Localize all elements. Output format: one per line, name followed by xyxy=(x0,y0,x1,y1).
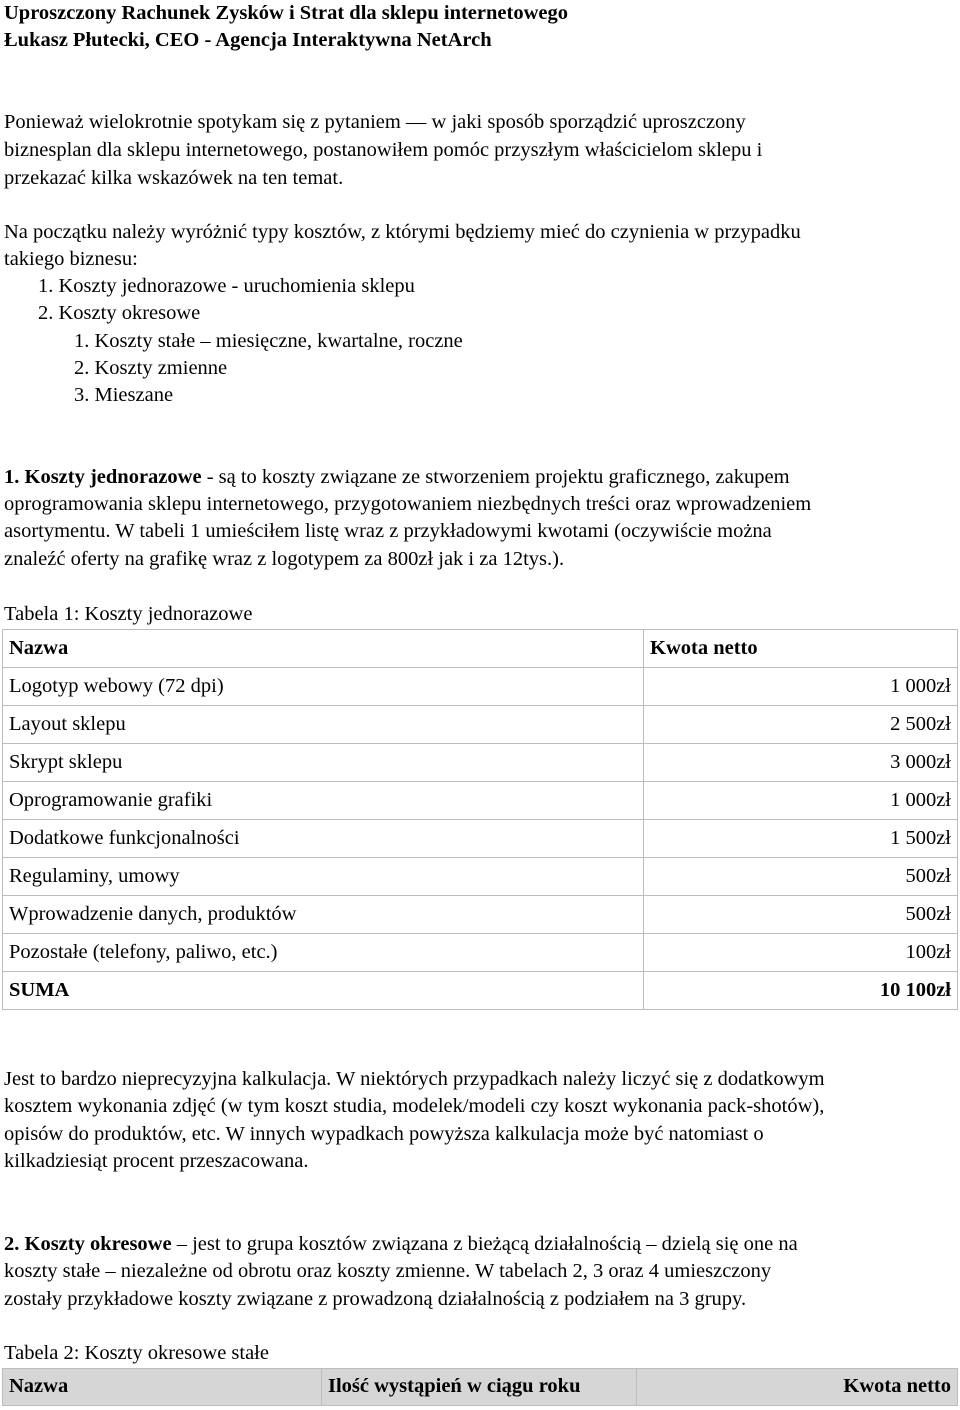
table-row xyxy=(3,706,958,744)
doc-title: Uproszczony Rachunek Zysków i Strat dla sklepu internetowego xyxy=(4,2,568,24)
table1-header-amount: Kwota netto xyxy=(644,630,958,668)
list-item-2: 2. Koszty okresowe xyxy=(38,302,201,324)
table-row xyxy=(3,934,958,972)
table1-sum-amount: 10 100zł xyxy=(644,972,958,1010)
table-cell-name: Pozostałe (telefony, paliwo, etc.) xyxy=(3,934,644,972)
table2-header-row xyxy=(3,1369,958,1406)
table-cell-amount: 1 500zł xyxy=(644,820,958,858)
table1-sum-row xyxy=(3,972,958,1010)
table1-caption: Tabela 1: Koszty jednorazowe xyxy=(4,603,253,625)
types-intro-line-1: Na początku należy wyróżnić typy kosztów, z którymi będziemy mieć do czynienia w przypadku xyxy=(4,221,801,243)
section2-heading: 2. Koszty okresowe xyxy=(4,1233,172,1255)
table1-header-row xyxy=(3,630,958,668)
sublist-item-3: 3. Mieszane xyxy=(74,384,174,406)
table2-header-amount: Kwota netto xyxy=(637,1369,958,1406)
list-item-1: 1. Koszty jednorazowe - uruchomienia sklepu xyxy=(38,275,415,297)
table-cell-name: Layout sklepu xyxy=(3,706,644,744)
table-cell-amount: 100zł xyxy=(644,934,958,972)
section1-heading: 1. Koszty jednorazowe xyxy=(4,466,202,488)
section1-line-1 xyxy=(4,464,790,492)
table-cell-name: Logotyp webowy (72 dpi) xyxy=(3,668,644,706)
table-cell-name: Dodatkowe funkcjonalności xyxy=(3,820,644,858)
sublist-item-2: 2. Koszty zmienne xyxy=(74,357,228,379)
table-cell-amount: 500zł xyxy=(644,896,958,934)
table-cell-amount: 3 000zł xyxy=(644,744,958,782)
table-cell-amount: 2 500zł xyxy=(644,706,958,744)
section1-line-4: znaleźć oferty na grafikę wraz z logotypem za 800zł jak i za 12tys.). xyxy=(4,548,565,570)
intro-line-1: Ponieważ wielokrotnie spotykam się z pytaniem — w jaki sposób sporządzić uproszczony xyxy=(4,111,746,133)
table1-header-name: Nazwa xyxy=(3,630,644,668)
table-cell-name: Regulaminy, umowy xyxy=(3,858,644,896)
table2-header-name: Nazwa xyxy=(3,1369,322,1406)
table1-sum-label: SUMA xyxy=(3,972,644,1010)
section2-line-2: koszty stałe – niezależne od obrotu oraz koszty zmienne. W tabelach 2, 3 oraz 4 umieszczony xyxy=(4,1260,772,1282)
table2 xyxy=(2,1368,958,1406)
table-row xyxy=(3,744,958,782)
sublist-item-1: 1. Koszty stałe – miesięczne, kwartalne, roczne xyxy=(74,330,463,352)
note-line-2: kosztem wykonania zdjęć (w tym koszt studia, modelek/modeli czy koszt wykonania pack-shotów), xyxy=(4,1095,825,1117)
table-row xyxy=(3,858,958,896)
note-line-1: Jest to bardzo nieprecyzyjna kalkulacja. W niektórych przypadkach należy liczyć się z dodatkowym xyxy=(4,1068,825,1090)
table-cell-amount: 500zł xyxy=(644,858,958,896)
note-line-3: opisów do produktów, etc. W innych wypadkach powyższa kalkulacja może być natomiast o xyxy=(4,1123,764,1145)
intro-line-2: biznesplan dla sklepu internetowego, postanowiłem pomóc przyszłym właścicielom sklepu i xyxy=(4,139,763,161)
table2-caption: Tabela 2: Koszty okresowe stałe xyxy=(4,1342,269,1364)
section2-line-3: zostały przykładowe koszty związane z prowadzoną działalnością z podziałem na 3 grupy. xyxy=(4,1288,747,1310)
table-cell-name: Skrypt sklepu xyxy=(3,744,644,782)
table-row xyxy=(3,782,958,820)
table-cell-amount: 1 000zł xyxy=(644,668,958,706)
table2-header-count: Ilość wystąpień w ciągu roku xyxy=(322,1369,637,1406)
section1-line-2: oprogramowania sklepu internetowego, przygotowaniem niezbędnych treści oraz wprowadzeniem xyxy=(4,493,812,515)
section1-line-1-text: - są to koszty związane ze stworzeniem projektu graficznego, zakupem xyxy=(201,466,790,488)
table-row xyxy=(3,820,958,858)
doc-author: Łukasz Płutecki, CEO - Agencja Interaktywna NetArch xyxy=(4,29,492,51)
table-cell-name: Wprowadzenie danych, produktów xyxy=(3,896,644,934)
section2-line-1 xyxy=(4,1231,798,1259)
intro-line-3: przekazać kilka wskazówek na ten temat. xyxy=(4,167,344,189)
table-row xyxy=(3,668,958,706)
note-line-4: kilkadziesiąt procent przeszacowana. xyxy=(4,1150,309,1172)
table-row xyxy=(3,896,958,934)
table-cell-name: Oprogramowanie grafiki xyxy=(3,782,644,820)
section2-line-1-text: – jest to grupa kosztów związana z bieżącą działalnością – dzielą się one na xyxy=(171,1233,798,1255)
types-intro-line-2: takiego biznesu: xyxy=(4,248,138,270)
table1 xyxy=(2,629,958,1010)
section1-line-3: asortymentu. W tabeli 1 umieściłem listę wraz z przykładowymi kwotami (oczywiście można xyxy=(4,520,772,542)
table-cell-amount: 1 000zł xyxy=(644,782,958,820)
